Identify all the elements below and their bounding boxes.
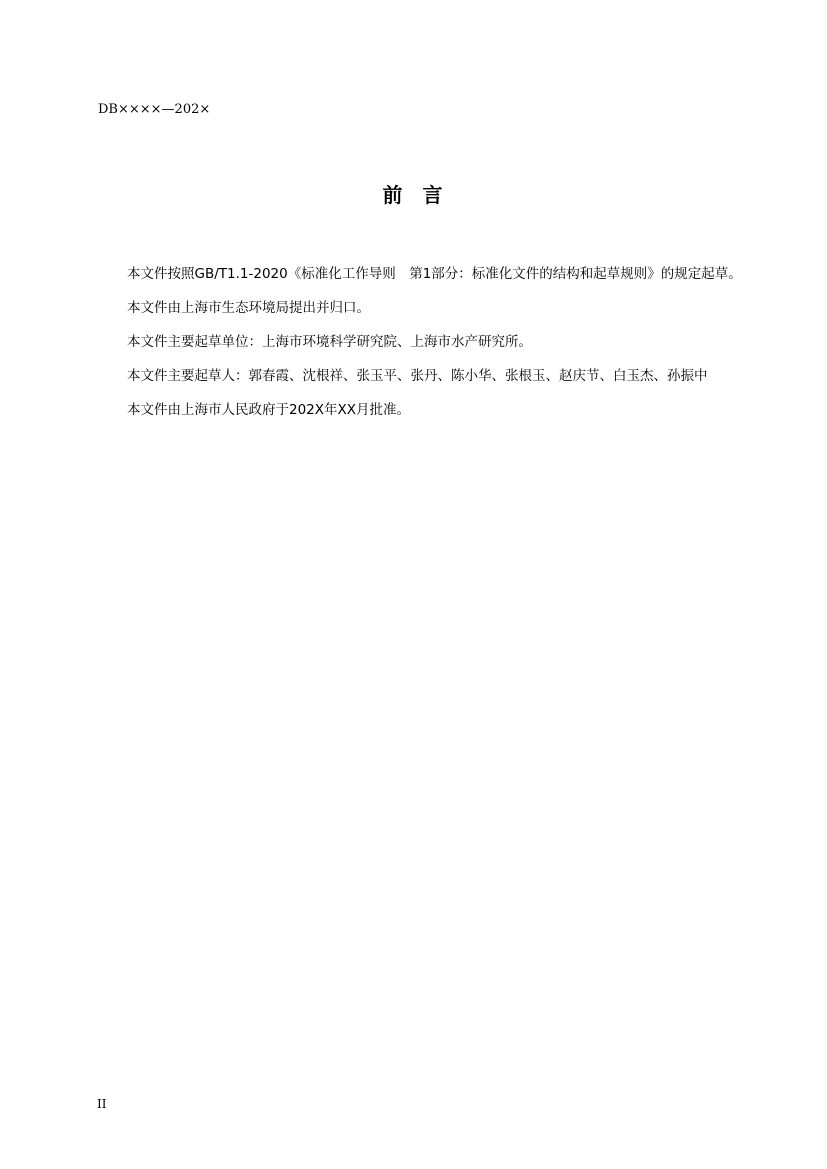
paragraph-drafting-units: 本文件主要起草单位：上海市环境科学研究院、上海市水产研究所。 [127,334,532,350]
page-number: II [97,1097,107,1111]
foreword-body [98,257,752,427]
paragraph-drafting-basis: 本文件按照GB/T1.1-2020《标准化工作导则 第1部分：标准化文件的结构和起草规则》的规定起草。 [127,266,742,282]
paragraph-proposer: 本文件由上海市生态环境局提出并归口。 [127,300,370,316]
paragraph-drafters: 本文件主要起草人：郭春霞、沈根祥、张玉平、张丹、陈小华、张根玉、赵庆节、白玉杰、孙振中 [127,368,708,384]
document-code: DB××××—202× [98,102,211,117]
page-title: 前 言 [382,183,445,207]
paragraph-approval: 本文件由上海市人民政府于202X年XX月批准。 [127,402,411,418]
